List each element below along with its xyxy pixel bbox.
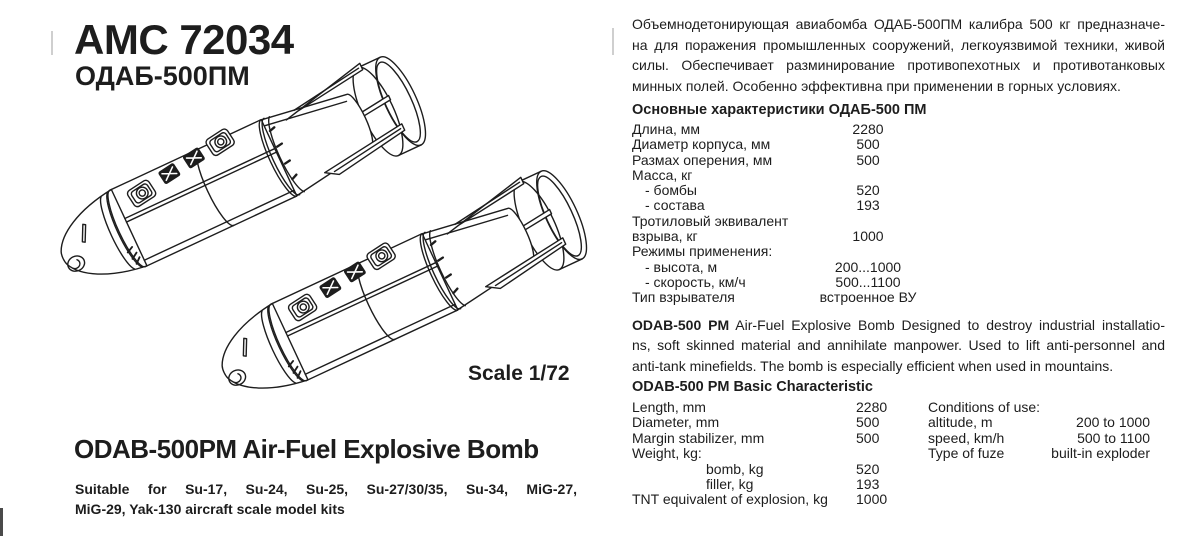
en-description-paragraph [632, 315, 1165, 377]
spec-row [632, 137, 1165, 152]
kit-number-heading: AMC 72034 [74, 16, 294, 63]
spec-label: Длина, мм [632, 121, 701, 137]
conditions-table [928, 400, 1150, 462]
ru-spec-table [632, 122, 1165, 306]
info-column [632, 14, 1165, 512]
spec-value: 500 [856, 429, 880, 446]
spec-label: altitude, m [928, 414, 993, 431]
spec-label: speed, km/h [928, 429, 1005, 446]
spec-label: Margin stabilizer, mm [632, 429, 765, 446]
spec-value: 200 to 1000 [1076, 414, 1150, 431]
spec-label: - состава [645, 197, 705, 214]
spec-label: Масса, кг [632, 166, 693, 183]
paragraph-text: Air-Fuel Explosive Bomb Designed to destroy industrial installatio- [729, 316, 1165, 333]
spec-label: - бомбы [645, 182, 697, 199]
spec-row [928, 415, 1150, 430]
spec-value: 200...1000 [834, 258, 902, 275]
paragraph-line: силы. Обеспечивает разминирование противопехотных и противотанковых [632, 57, 1165, 73]
bomb-technical-drawing [18, 36, 638, 466]
spec-label: взрыва, кг [632, 228, 698, 245]
spec-label: Размах оперения, мм [632, 151, 773, 168]
spec-value: 2280 [856, 399, 888, 416]
spec-label: - высота, м [645, 258, 718, 275]
ru-spec-table-title: Основные характеристики ОДАБ-500 ПМ [632, 102, 927, 118]
spec-value: встроенное ВУ [819, 289, 917, 306]
spec-row [632, 122, 1165, 137]
spec-value: 500 [856, 151, 880, 168]
spec-value: 520 [856, 460, 880, 477]
spec-value: 500 to 1100 [1077, 429, 1150, 446]
spec-label: Type of fuze [928, 445, 1005, 462]
paragraph-line: ns, soft skinned material and annihilate manpower. Used to lift anti-personnel and [632, 337, 1165, 354]
paragraph-line [632, 315, 1165, 336]
spec-value: 500 [856, 136, 880, 153]
spec-value: 193 [856, 476, 880, 493]
spec-row [632, 290, 1165, 305]
spec-value: 1000 [852, 228, 884, 245]
spec-value: 193 [856, 197, 880, 214]
page-edge-mark [0, 508, 3, 536]
spec-row [632, 446, 922, 461]
spec-row [928, 446, 1150, 461]
spec-row [632, 198, 1165, 213]
spec-row [632, 229, 1165, 244]
en-paragraph-lead: ODAB-500 PM [632, 316, 730, 333]
spec-value: built-in exploder [1051, 445, 1150, 462]
spec-label: Conditions of use: [928, 399, 1041, 416]
spec-label: TNT equivalent of explosion, kg [632, 491, 828, 508]
kit-name-ru-heading: ОДАБ-500ПМ [75, 61, 250, 91]
spec-row [632, 153, 1165, 168]
spec-row [632, 477, 922, 492]
spec-row [632, 168, 1165, 183]
spec-value: 500...1100 [835, 273, 901, 290]
paragraph-line: Объемнодетонирующая авиабомба ОДАБ-500ПМ калибра 500 кг предназначе- [632, 16, 1165, 32]
spec-label: Режимы применения: [632, 243, 773, 260]
spec-row [632, 400, 922, 415]
compatibility-note [75, 479, 577, 519]
paragraph-line: минных полей. Особенно эффективна при применении в горных условиях. [632, 77, 1121, 94]
spec-label: Тротиловый эквивалент [632, 212, 789, 229]
compatibility-line: Suitable for Su-17, Su-24, Su-25, Su-27/30/35, Su-34, MiG-27, [75, 481, 577, 497]
scale-label: Scale 1/72 [468, 362, 570, 385]
spec-label: Diameter, mm [632, 414, 720, 431]
crop-mark-center [612, 28, 614, 55]
spec-label: Length, mm [632, 399, 706, 416]
spec-label: Weight, kg: [632, 445, 702, 462]
spec-row [632, 260, 1165, 275]
conditions-title [928, 400, 1150, 415]
spec-row [928, 431, 1150, 446]
spec-value: 520 [856, 182, 880, 199]
spec-value: 500 [856, 414, 880, 431]
paragraph-line: на для поражения промышленных сооружений, легкоуязвимой техники, живой [632, 36, 1165, 53]
paragraph-line: anti-tank minefields. The bomb is especially efficient when used in mountains. [632, 357, 1114, 374]
product-title-en: ODAB-500PM Air-Fuel Explosive Bomb [74, 434, 539, 464]
crop-mark-left [51, 31, 53, 55]
ru-description-paragraph [632, 14, 1165, 96]
en-spec-table-title: ODAB-500 PM Basic Characteristic [632, 379, 873, 396]
spec-label: filler, kg [706, 476, 754, 493]
spec-row [632, 492, 922, 507]
spec-label: bomb, kg [706, 460, 764, 477]
spec-row [632, 214, 1165, 229]
spec-label: Диаметр корпуса, мм [632, 136, 771, 153]
spec-value: 1000 [856, 491, 888, 508]
spec-row [632, 275, 1165, 290]
spec-row [632, 431, 922, 446]
spec-value: 2280 [852, 121, 884, 137]
spec-label: Тип взрывателя [632, 289, 735, 306]
en-spec-table [632, 400, 922, 508]
compatibility-line: MiG-29, Yak-130 aircraft scale model kits [75, 501, 345, 517]
spec-row [632, 244, 1165, 259]
spec-row [632, 462, 922, 477]
spec-row [632, 415, 922, 430]
spec-label: - скорость, км/ч [645, 273, 746, 290]
en-spec-tables [632, 400, 1165, 512]
spec-row [632, 183, 1165, 198]
